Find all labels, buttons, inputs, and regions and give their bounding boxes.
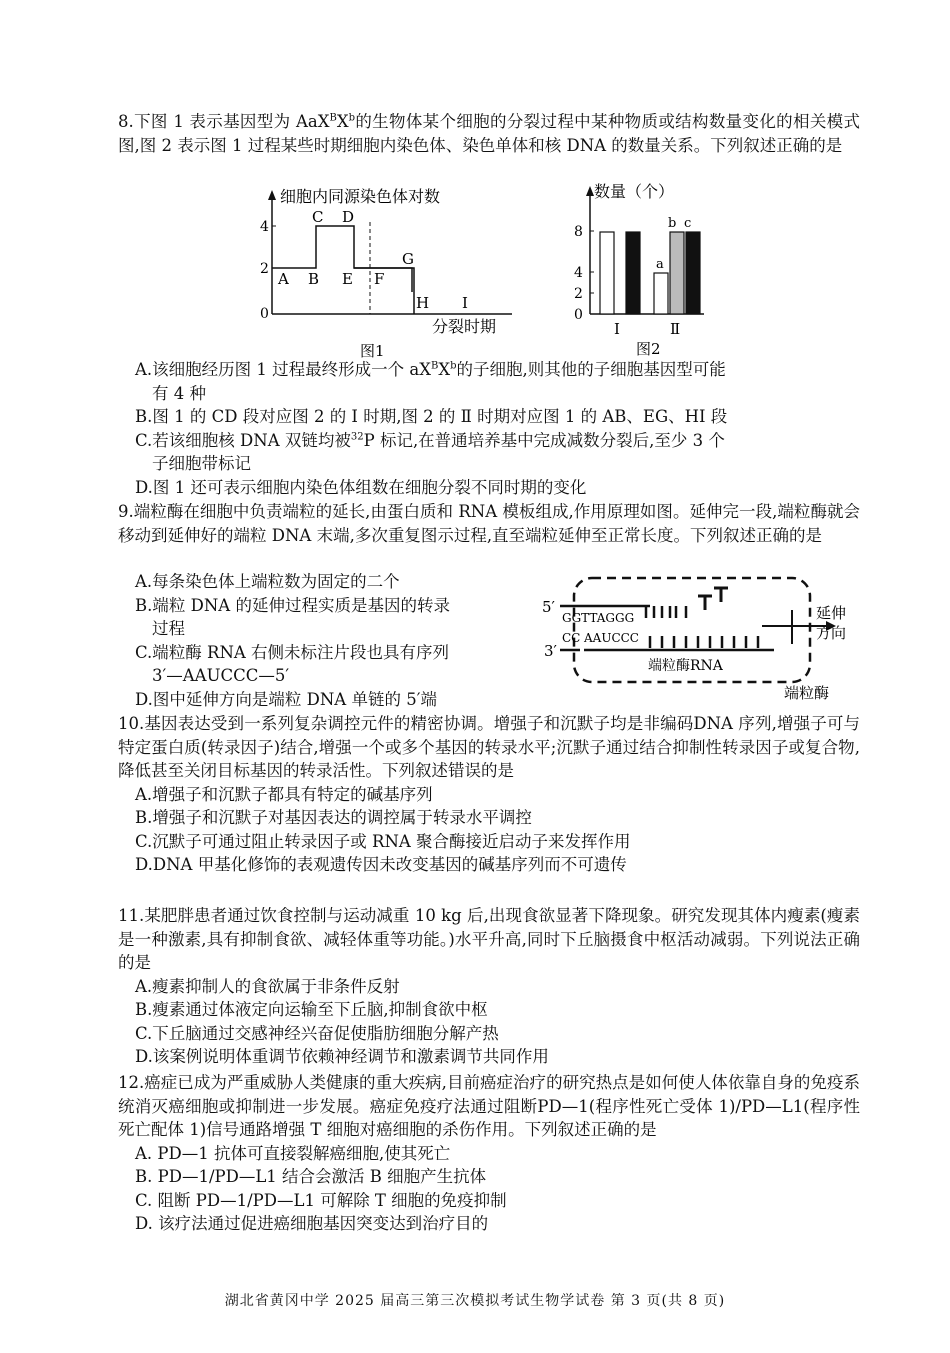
- fig2-bar-c-Ⅱ: [686, 232, 700, 314]
- q10-option-a[interactable]: A.增强子和沉默子都具有特定的碱基序列: [135, 784, 433, 804]
- question-11-stem: 11.某肥胖患者通过饮食控制与运动减重 10 kg 后,出现食欲显著下降现象。研究发现其体内瘦素(瘦素是一种激素,具有抑制食欲、减轻体重等功能。)水平升高,同时下丘脑摄食中枢活动减弱。下列说法正确的是: [118, 906, 860, 972]
- q8-option-a-cont: 有 4 种: [152, 383, 206, 403]
- bottom-seq-aauccc: AAUCCC: [584, 631, 639, 645]
- question-12-stem: 12.癌症已成为严重威胁人类健康的重大疾病,目前癌症治疗的研究热点是如何使人体依靠自身的免疫系统消灭癌细胞或抑制进一步发展。癌症免疫疗法通过阻断PD—1(程序性死亡受体 1)/PD—L1(程序性死亡配体 1)信号通路增强 T 细胞对癌细胞的杀伤作用。下列叙述正确的是: [118, 1073, 860, 1139]
- fig1-seg-C: C: [312, 208, 324, 226]
- question-10-stem: 10.基因表达受到一系列复杂调控元件的精密协调。增强子和沉默子均是非编码DNA 序列,增强子可与特定蛋白质(转录因子)结合,增强一个或多个基因的转录水平;沉默子通过结合抑制性转录因子或复合物,降低甚至关闭目标基因的转录活性。下列叙述错误的是: [118, 714, 860, 780]
- q11-option-a[interactable]: A.瘦素抑制人的食欲属于非条件反射: [135, 976, 400, 996]
- fig2-ytick-0: 0: [574, 307, 583, 323]
- fig1-seg-A: A: [278, 270, 289, 288]
- question-8: [118, 110, 860, 157]
- question-11: [118, 904, 860, 1069]
- q9-option-b-cont: 过程: [152, 619, 185, 638]
- fig1-seg-F: F: [374, 270, 385, 288]
- figure-1-chart: [250, 180, 520, 365]
- fig1-seg-D: D: [342, 208, 355, 226]
- q11-option-d[interactable]: D.该案例说明体重调节依赖神经调节和激素调节共同作用: [135, 1047, 549, 1066]
- three-prime-label: 3′: [544, 642, 557, 660]
- q9-option-c-cont: 3′—AAUCCC—5′: [152, 666, 290, 685]
- bottom-seq-cc: CC: [562, 631, 581, 645]
- fig2-bar-c-Ⅰ: [626, 232, 640, 314]
- q10-option-c[interactable]: C.沉默子可通过阻止转录因子或 RNA 聚合酶接近启动子来发挥作用: [135, 831, 631, 851]
- fig2-ylabel: 数量（个）: [594, 182, 675, 201]
- figure-2-chart: [570, 178, 740, 365]
- q9-option-d[interactable]: D.图中延伸方向是端粒 DNA 单链的 5′端: [135, 689, 437, 709]
- fig2-ytick-8: 8: [574, 224, 583, 240]
- fig2-bar-label-b: b: [668, 216, 677, 231]
- q8-option-b[interactable]: B.图 1 的 CD 段对应图 2 的 Ⅰ 时期,图 2 的 Ⅱ 时期对应图 1 的 AB、EG、HI 段: [135, 407, 728, 426]
- q11-option-c[interactable]: C.下丘脑通过交感神经兴奋促使脂肪细胞分解产热: [135, 1023, 499, 1043]
- fig2-ytick-2: 2: [574, 286, 583, 302]
- question-12: [118, 1071, 860, 1236]
- question-8-stem: 8.下图 1 表示基因型为 $AaX^BX^b$的生物体某个细胞的分裂过程中某种物质或结构数量变化的相关模式图,图 2 表示图 1 过程某些时期细胞内染色体、染色单体和核 DNA 的数量关系。下列叙述正确的是: [118, 112, 861, 155]
- question-8-options: [118, 358, 860, 499]
- page-footer: 湖北省黄冈中学 2025 届高三第三次模拟考试生物学试卷 第 3 页(共 8 页): [224, 1293, 726, 1309]
- fig2-bar-b-Ⅱ: [670, 232, 684, 314]
- fig2-caption: 图2: [636, 340, 661, 358]
- enzyme-label: 端粒酶: [784, 684, 830, 702]
- q12-option-c[interactable]: C. 阻断 PD—1/PD—L1 可解除 T 细胞的免疫抑制: [135, 1190, 507, 1210]
- fig1-seg-E: E: [342, 270, 353, 288]
- fig2-bar-a-Ⅱ: [654, 273, 668, 314]
- q9-option-c[interactable]: C.端粒酶 RNA 右侧未标注片段也具有序列: [135, 642, 450, 662]
- fig2-bar-a-Ⅰ: [600, 232, 614, 314]
- q12-option-b[interactable]: B. PD—1/PD—L1 结合会激活 B 细胞产生抗体: [135, 1167, 487, 1186]
- fig1-ytick-0: 0: [260, 306, 269, 322]
- five-prime-label: 5′: [542, 598, 555, 616]
- fig2-group-I: Ⅰ: [614, 320, 620, 338]
- q10-option-b[interactable]: B.增强子和沉默子对基因表达的调控属于转录水平调控: [135, 808, 532, 827]
- q10-option-d[interactable]: D.DNA 甲基化修饰的表观遗传因未改变基因的碱基序列而不可遗传: [135, 855, 627, 874]
- fig2-group-II: Ⅱ: [670, 320, 681, 338]
- q8-option-c[interactable]: C.若该细胞核 DNA 双链均被$^{32}$P 标记,在普通培养基中完成减数分裂后,至少 3 个: [135, 430, 725, 450]
- direction-label-2: 方向: [816, 624, 847, 642]
- fig2-ytick-4: 4: [574, 265, 583, 281]
- q12-option-a[interactable]: A. PD—1 抗体可直接裂解癌细胞,使其死亡: [135, 1143, 451, 1163]
- fig1-ytick-4: 4: [260, 219, 269, 235]
- top-seq: GGTTAGGG: [562, 611, 635, 625]
- fig1-xlabel: 分裂时期: [432, 317, 497, 336]
- question-10: [118, 712, 860, 877]
- fig2-bar-label-c: c: [684, 216, 692, 231]
- fig2-bar-label-a: a: [656, 257, 664, 272]
- question-9-options: [118, 570, 548, 711]
- fig1-ytick-2: 2: [260, 261, 269, 277]
- fig1-seg-B: B: [308, 270, 320, 288]
- telomerase-diagram: [540, 570, 850, 705]
- q8-option-c-cont: 子细胞带标记: [152, 454, 251, 473]
- fig1-seg-H: H: [416, 294, 430, 312]
- rna-label: 端粒酶RNA: [648, 658, 723, 674]
- direction-label-1: 延伸: [816, 604, 847, 622]
- q8-option-d[interactable]: D.图 1 还可表示细胞内染色体组数在细胞分裂不同时期的变化: [135, 477, 587, 497]
- fig1-ylabel: 细胞内同源染色体对数: [280, 187, 441, 206]
- q12-option-d[interactable]: D. 该疗法通过促进癌细胞基因突变达到治疗目的: [135, 1214, 489, 1233]
- q9-option-b[interactable]: B.端粒 DNA 的延伸过程实质是基因的转录: [135, 595, 450, 615]
- question-9-stem: 9.端粒酶在细胞中负责端粒的延长,由蛋白质和 RNA 模板组成,作用原理如图。延伸完一段,端粒酶就会移动到延伸好的端粒 DNA 末端,多次重复图示过程,直至端粒延伸至正常长度。下列叙述正确的是: [118, 502, 860, 545]
- q9-option-a[interactable]: A.每条染色体上端粒数为固定的二个: [135, 572, 400, 591]
- fig1-caption: 图1: [360, 342, 385, 360]
- q8-option-a[interactable]: A.该细胞经历图 1 过程最终形成一个 $aX^BX^b$的子细胞,则其他的子细胞基因型可能: [135, 360, 726, 379]
- fig1-seg-G: G: [402, 250, 414, 268]
- q11-option-b[interactable]: B.瘦素通过体液定向运输至下丘脑,抑制食欲中枢: [135, 1000, 488, 1019]
- fig1-seg-I: I: [462, 294, 468, 312]
- question-9: [118, 500, 860, 547]
